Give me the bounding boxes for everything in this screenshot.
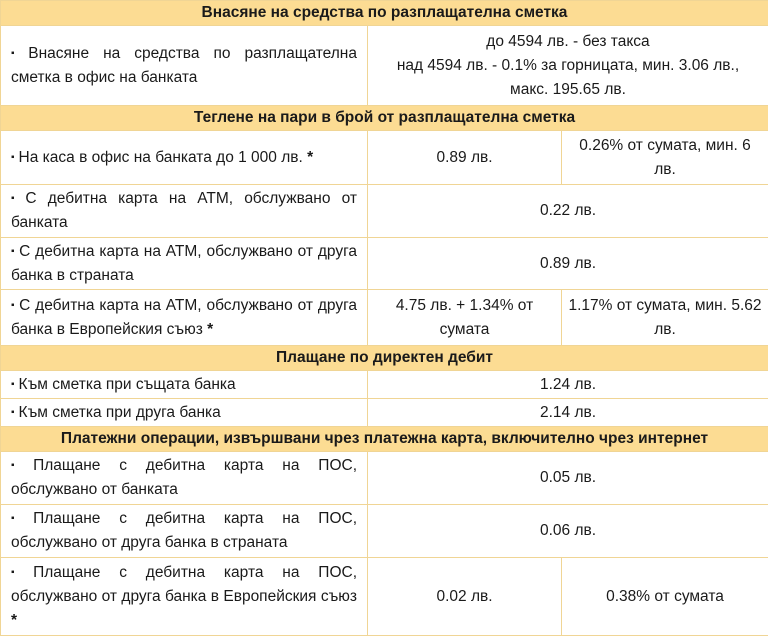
row-label: ▪ Плащане с дебитна карта на ПОС, обслужвано от друга банка в страната [1, 505, 368, 558]
table-row [1, 505, 768, 558]
section-header-card-payments [1, 427, 768, 452]
section-title: Внасяне на средства по разплащателна сметка [1, 1, 768, 26]
row-label: ▪ Внасяне на средства по разплащателна сметка в офис на банката [1, 26, 368, 106]
section-title: Теглене на пари в брой от разплащателна сметка [1, 106, 768, 131]
table-row [1, 131, 768, 185]
row-value: 0.02 лв. [368, 558, 562, 636]
row-value-secondary: 0.38% от сумата [562, 558, 768, 636]
row-value-secondary: 1.17% от сумата, мин. 5.62 лв. [562, 290, 768, 346]
bullet-icon: ▪ [11, 566, 30, 578]
row-value: 0.89 лв. [368, 131, 562, 185]
row-value: 0.89 лв. [368, 238, 768, 290]
table-row [1, 185, 768, 238]
bullet-icon: ▪ [11, 378, 15, 390]
bullet-icon: ▪ [11, 151, 15, 163]
bullet-icon: ▪ [11, 513, 30, 524]
row-value: 0.05 лв. [368, 452, 768, 505]
section-title: Платежни операции, извършвани чрез платежна карта, включително чрез интернет [1, 427, 768, 452]
row-label: ▪ С дебитна карта на АТМ, обслужвано от друга банка в Европейския съюз * [1, 290, 368, 346]
row-label: ▪ На каса в офис на банката до 1 000 лв. * [1, 131, 368, 185]
section-header-withdrawal [1, 106, 768, 131]
row-value-secondary: 0.26% от сумата, мин. 6 лв. [562, 131, 768, 185]
row-label: ▪ С дебитна карта на АТМ, обслужвано от друга банка в страната [1, 238, 368, 290]
table-row [1, 238, 768, 290]
bullet-icon: ▪ [11, 299, 16, 311]
section-header-direct-debit [1, 346, 768, 371]
row-value: 0.06 лв. [368, 505, 768, 558]
row-label: ▪ Плащане с дебитна карта на ПОС, обслужвано от банката [1, 452, 368, 505]
row-value: 0.22 лв. [368, 185, 768, 238]
section-header-deposit [1, 1, 768, 26]
bullet-icon: ▪ [11, 193, 22, 204]
bullet-icon: ▪ [11, 460, 30, 471]
row-label: ▪ Към сметка при друга банка [1, 399, 368, 427]
bullet-icon: ▪ [11, 245, 16, 257]
row-value: 1.24 лв. [368, 371, 768, 399]
row-value: 4.75 лв. + 1.34% от сумата [368, 290, 562, 346]
bullet-icon: ▪ [11, 406, 15, 418]
table-row [1, 26, 768, 106]
table-row [1, 399, 768, 427]
table-row [1, 558, 768, 636]
table-row [1, 452, 768, 505]
table-row [1, 371, 768, 399]
row-label: ▪ Към сметка при същата банка [1, 371, 368, 399]
row-label: ▪ Плащане с дебитна карта на ПОС, обслужвано от друга банка в Европейския съюз * [1, 558, 368, 636]
bullet-icon: ▪ [11, 47, 25, 59]
section-title: Плащане по директен дебит [1, 346, 768, 371]
row-value: 2.14 лв. [368, 399, 768, 427]
row-label: ▪ С дебитна карта на АТМ, обслужвано от банката [1, 185, 368, 238]
row-value: до 4594 лв. - без такса над 4594 лв. - 0.1% за горницата, мин. 3.06 лв., макс. 195.65 лв. [368, 26, 768, 106]
table-row [1, 290, 768, 346]
